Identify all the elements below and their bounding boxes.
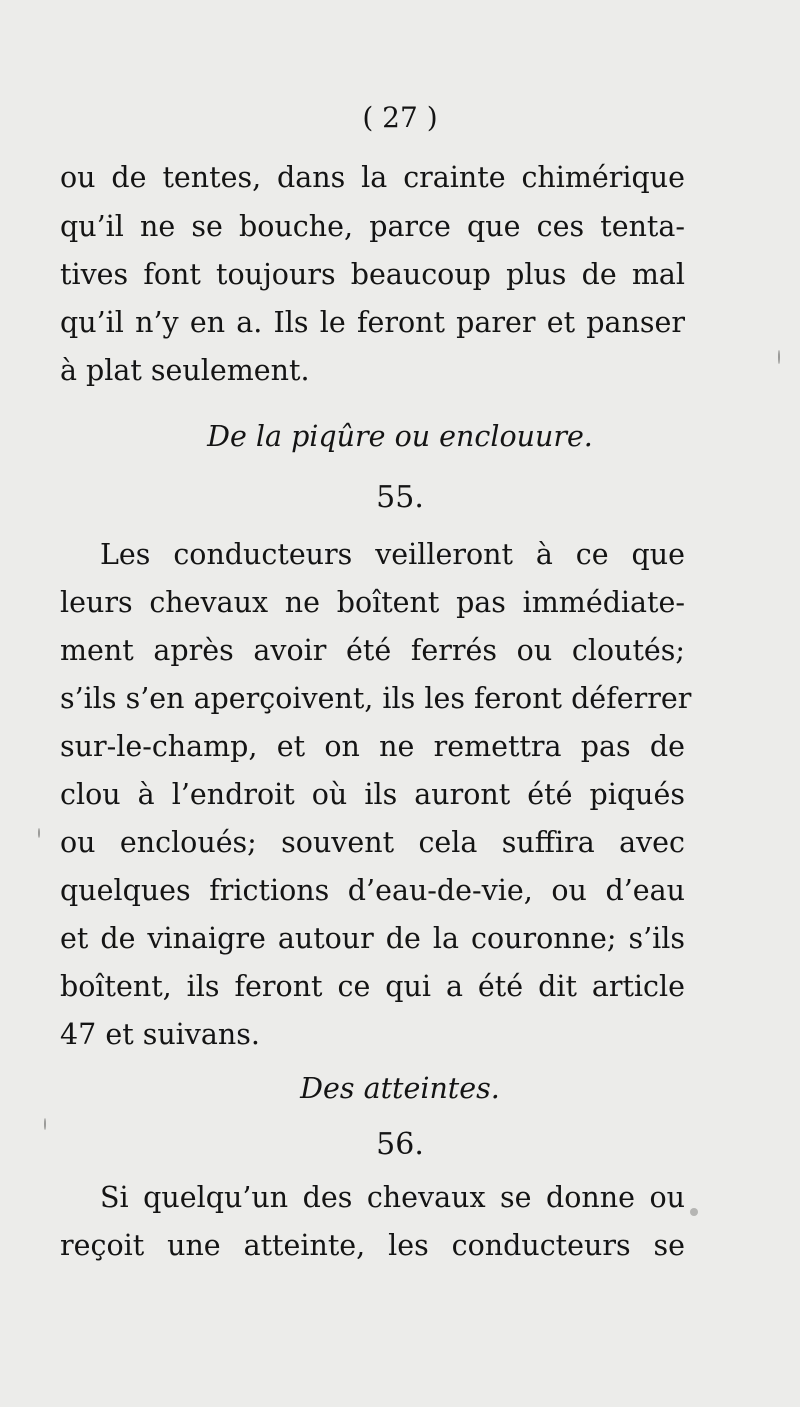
text-line: quelques frictions d’eau-de-vie, ou d’eau	[60, 874, 685, 907]
text-line: leurs chevaux ne boîtent pas immédiate-	[60, 586, 685, 619]
text-line: ou de tentes, dans la crainte chimérique	[60, 161, 685, 194]
text-line: ou encloués; souvent cela suffira avec	[60, 826, 685, 859]
paper-speck	[44, 1118, 46, 1130]
text-line: Les conducteurs veilleront à ce que	[100, 538, 685, 571]
section-heading: De la piqûre ou enclouure.	[207, 420, 593, 453]
text-line: s’ils s’en aperçoivent, ils les feront déferrer	[60, 682, 692, 715]
text-line: ment après avoir été ferrés ou cloutés;	[60, 634, 685, 667]
text-line: clou à l’endroit où ils auront été piqués	[60, 778, 685, 811]
text-line: Si quelqu’un des chevaux se donne ou	[100, 1181, 685, 1214]
text-line: reçoit une atteinte, les conducteurs se	[60, 1229, 685, 1262]
article-number: 55.	[376, 480, 424, 515]
article-number: 56.	[376, 1127, 424, 1162]
paper-speck	[38, 828, 40, 838]
text-line: qu’il n’y en a. Ils le feront parer et panser	[60, 306, 685, 339]
text-line: qu’il ne se bouche, parce que ces tenta-	[60, 210, 685, 243]
text-line: 47 et suivans.	[60, 1018, 260, 1051]
section-heading: Des atteintes.	[300, 1072, 500, 1105]
paper-speck	[690, 1208, 698, 1216]
text-line: sur-le-champ, et on ne remettra pas de	[60, 730, 685, 763]
text-line: tives font toujours beaucoup plus de mal	[60, 258, 685, 291]
text-line: à plat seulement.	[60, 354, 310, 387]
page-number: ( 27 )	[362, 101, 438, 134]
text-line: et de vinaigre autour de la couronne; s’ils	[60, 922, 685, 955]
text-line: boîtent, ils feront ce qui a été dit article	[60, 970, 685, 1003]
paper-speck	[778, 350, 780, 364]
